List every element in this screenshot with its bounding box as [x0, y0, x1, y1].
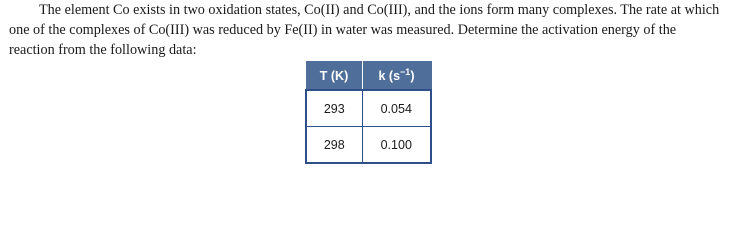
cell-temperature: 298: [306, 127, 362, 164]
cell-rate-constant: 0.054: [362, 90, 431, 127]
table-row: [306, 127, 431, 164]
cell-temperature: 293: [306, 90, 362, 127]
header-k-close: ): [410, 68, 415, 83]
problem-paragraph: The element Co exists in two oxidation states, Co(II) and Co(III), and the ions form many complexes. The rate at which one of the complexes of Co(III) was reduced by Fe(II) in water was measured. Determine the activation energy of the reaction from the following data:: [9, 2, 720, 58]
header-k-text: k (s: [378, 68, 401, 83]
header-rate-constant: [362, 62, 431, 91]
table-row: [306, 90, 431, 127]
cell-rate-constant: 0.100: [362, 127, 431, 164]
header-temperature: T (K): [306, 62, 362, 91]
data-table: [305, 61, 432, 164]
table-header-row: [306, 62, 431, 91]
header-k-exponent: −1: [400, 66, 411, 77]
